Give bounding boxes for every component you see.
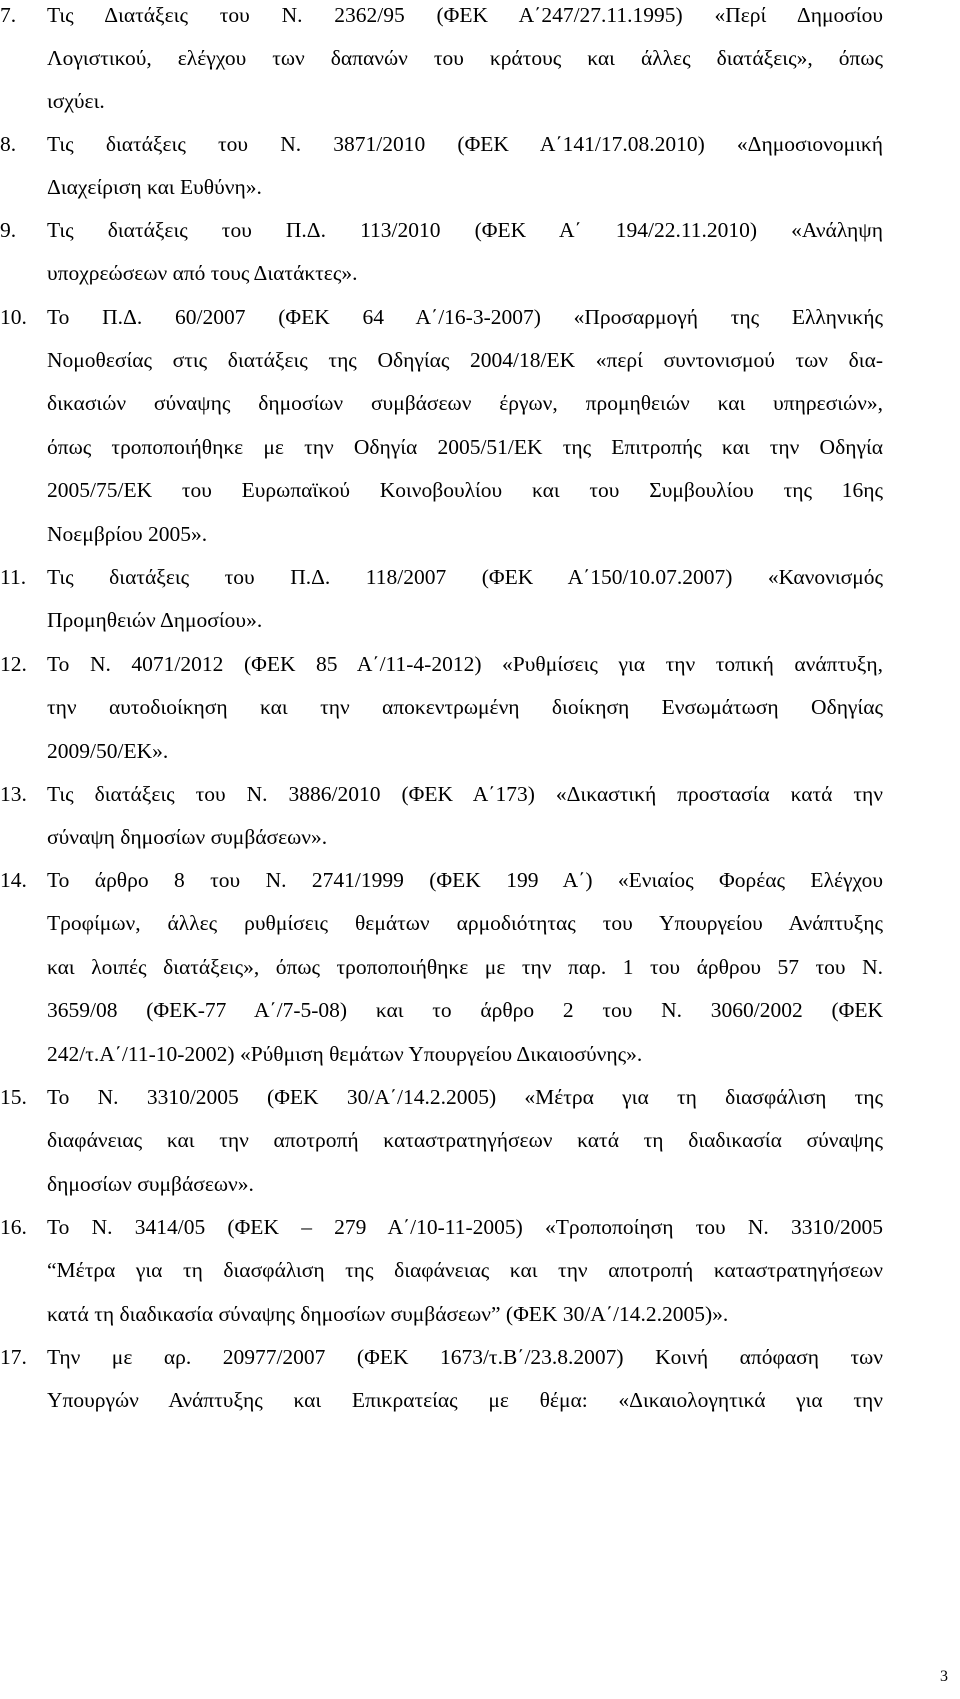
list-item-number: 16. [0,1215,27,1239]
list-item-line: διαφάνειας και την αποτροπή καταστρατηγήσεων κατά τη διαδικασία σύναψης [47,1128,883,1152]
list-item-line: 3659/08 (ΦΕΚ-77 Α΄/7-5-08) και το άρθρο 2 του Ν. 3060/2002 (ΦΕΚ [47,998,883,1022]
list-item-number: 12. [0,652,27,676]
list-item-line: Το Ν. 3310/2005 (ΦΕΚ 30/Α΄/14.2.2005) «Μέτρα για τη διασφάλιση της [47,1085,883,1109]
list-item-line: σύναψη δημοσίων συμβάσεων». [47,825,328,849]
list-item-line: Το Π.Δ. 60/2007 (ΦΕΚ 64 Α΄/16-3-2007) «Προσαρμογή της Ελληνικής [47,305,883,329]
list-item-line: Υπουργών Ανάπτυξης και Επικρατείας με θέμα: «Δικαιολογητικά για την [47,1388,883,1412]
page-number: 3 [940,1668,948,1685]
list-item-number: 7. [0,3,17,27]
list-item-line: Τις Διατάξεις του Ν. 2362/95 (ΦΕΚ Α΄247/27.11.1995) «Περί Δημοσίου [47,3,883,27]
list-item-number: 13. [0,782,27,806]
list-item-line: 2005/75/ΕΚ του Ευρωπαϊκού Κοινοβουλίου και του Συμβουλίου της 16ης [47,478,883,502]
list-item-line: Τις διατάξεις του Ν. 3886/2010 (ΦΕΚ Α΄173) «Δικαστική προστασία κατά την [47,782,883,806]
list-item-line: Νοεμβρίου 2005». [47,522,208,546]
list-item-number: 10. [0,305,27,329]
list-item-line: όπως τροποποιήθηκε με την Οδηγία 2005/51/ΕΚ της Επιτροπής και την Οδηγία [47,435,883,459]
list-item-line: Το άρθρο 8 του Ν. 2741/1999 (ΦΕΚ 199 Α΄) «Ενιαίος Φορέας Ελέγχου [47,868,883,892]
list-item-line: “Μέτρα για τη διασφάλιση της διαφάνειας και την αποτροπή καταστρατηγήσεων [47,1258,883,1282]
list-item-line: δικασιών σύναψης δημοσίων συμβάσεων έργων, προμηθειών και υπηρεσιών», [47,391,883,415]
list-item-line: υποχρεώσεων από τους Διατάκτες». [47,261,358,285]
list-item-number: 17. [0,1345,27,1369]
list-item-line: Την με αρ. 20977/2007 (ΦΕΚ 1673/τ.Β΄/23.8.2007) Κοινή απόφαση των [47,1345,883,1369]
list-item-line: δημοσίων συμβάσεων». [47,1172,254,1196]
list-item-number: 8. [0,132,17,156]
list-item-line: Νομοθεσίας στις διατάξεις της Οδηγίας 2004/18/ΕΚ «περί συντονισμού των δια- [47,348,883,372]
list-item-line: 242/τ.Α΄/11-10-2002) «Ρύθμιση θεμάτων Υπουργείου Δικαιοσύνης». [47,1042,643,1066]
list-item-line: Το Ν. 3414/05 (ΦΕΚ – 279 Α΄/10-11-2005) «Τροποποίηση του Ν. 3310/2005 [47,1215,883,1239]
list-item-line: και λοιπές διατάξεις», όπως τροποποιήθηκε με την παρ. 1 του άρθρου 57 του Ν. [47,955,883,979]
list-item-number: 11. [0,565,27,589]
list-item-line: την αυτοδιοίκηση και την αποκεντρωμένη διοίκηση Ενσωμάτωση Οδηγίας [47,695,883,719]
list-item-line: ισχύει. [47,89,105,113]
list-item-number: 15. [0,1085,27,1109]
list-item-line: Τις διατάξεις του Π.Δ. 113/2010 (ΦΕΚ Α΄ 194/22.11.2010) «Ανάληψη [47,218,883,242]
list-item-line: Λογιστικού, ελέγχου των δαπανών του κράτους και άλλες διατάξεις», όπως [47,46,883,70]
list-item-line: Τις διατάξεις του Ν. 3871/2010 (ΦΕΚ Α΄141/17.08.2010) «Δημοσιονομική [47,132,883,156]
list-item-line: Τροφίμων, άλλες ρυθμίσεις θεμάτων αρμοδιότητας του Υπουργείου Ανάπτυξης [47,911,883,935]
list-item-line: Προμηθειών Δημοσίου». [47,608,263,632]
list-item-line: Τις διατάξεις του Π.Δ. 118/2007 (ΦΕΚ Α΄150/10.07.2007) «Κανονισμός [47,565,883,589]
list-item-number: 9. [0,218,17,242]
list-item-line: Το Ν. 4071/2012 (ΦΕΚ 85 Α΄/11-4-2012) «Ρυθμίσεις για την τοπική ανάπτυξη, [47,652,883,676]
list-item-line: κατά τη διαδικασία σύναψης δημοσίων συμβάσεων” (ΦΕΚ 30/Α΄/14.2.2005)». [47,1302,729,1326]
list-item-number: 14. [0,868,27,892]
list-item-line: Διαχείριση και Ευθύνη». [47,175,262,199]
list-item-line: 2009/50/ΕΚ». [47,739,169,763]
